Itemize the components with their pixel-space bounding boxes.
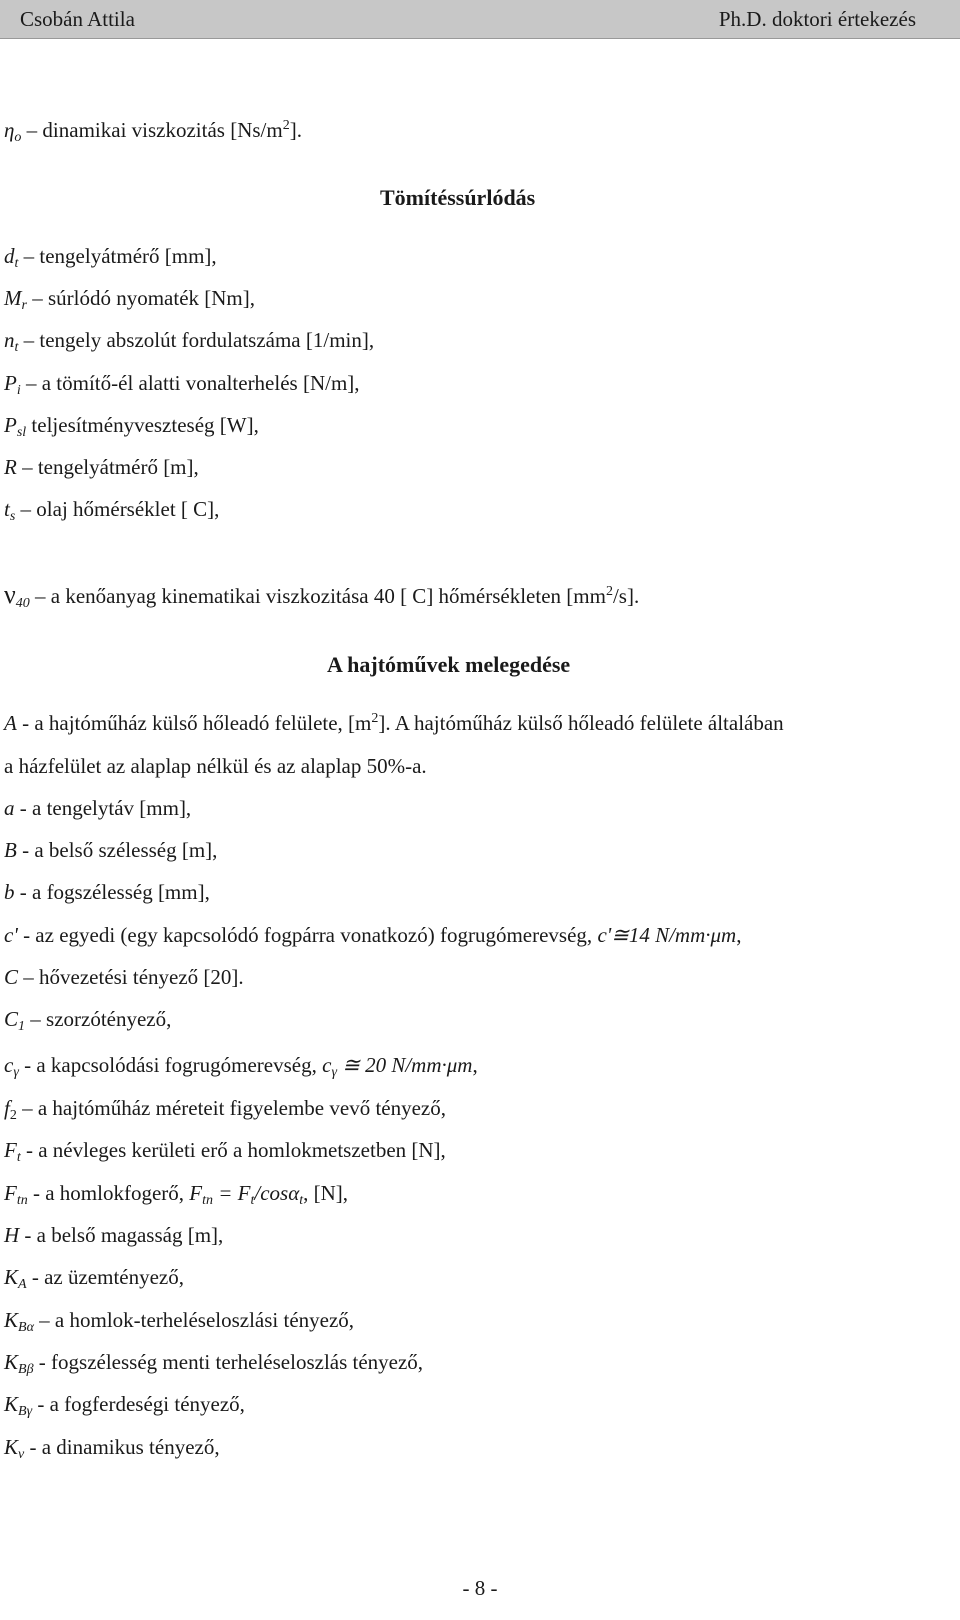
entry-ka: $K_A$ - az üzemtényező, (4, 1265, 184, 1292)
entry-r: R – tengelyátmérő [m], (4, 455, 199, 479)
page-header (0, 0, 960, 39)
entry-kba: $K_{B\alpha}$ – a homlok-terheléseloszlási tényező, (4, 1308, 355, 1335)
entry-a-dist: a - a tengelytáv [mm], (4, 796, 192, 820)
entry-c1: $C_1$ – szorzótényező, (4, 1007, 172, 1034)
entry-kv: $K_v$ - a dinamikus tényező, (4, 1435, 220, 1462)
section-heading-gear-heating: A hajtóművek melegedése (327, 652, 571, 677)
entry-c-heat: C – hővezetési tényező [20]. (4, 965, 244, 989)
entry-eta: $\eta_o$ – dinamikai viszkozitás $[Ns/m^2]$. (4, 118, 302, 145)
entry-dt: $d_t$ – tengelyátmérő [mm], (4, 244, 217, 271)
entry-nt: $n_t$ – tengely abszolút fordulatszáma [1/min], (4, 328, 375, 355)
entry-ts: $t_s$ – olaj hőmérséklet [ C], (4, 497, 220, 524)
entry-psl: $P_{sl}$ teljesítményveszteség [W], (4, 413, 259, 440)
entry-b-face: b - a fogszélesség [mm], (4, 880, 210, 904)
header-doc-title: Ph.D. doktori értekezés (718, 7, 916, 31)
section-heading-seal-friction: Tömítéssúrlódás (380, 185, 536, 210)
entry-ft: $F_t$ - a névleges kerületi erő a homlokmetszetben [N], (4, 1138, 446, 1165)
page-number: - 8 - (462, 1576, 498, 1600)
entry-a-area-cont: a házfelület az alaplap nélkül és az alaplap 50%-a. (4, 754, 427, 778)
entry-mr: $M_r$ – súrlódó nyomaték [Nm], (4, 286, 255, 313)
entry-kbb: $K_{B\beta}$ - fogszélesség menti terheléseloszlás tényező, (4, 1350, 424, 1377)
entry-a-area: A - a hajtóműház külső hőleadó felülete, $[m^2]$. A hajtóműház külső hőleadó felülete általában (4, 711, 784, 735)
entry-c-prime: c' - az egyedi (egy kapcsolódó fogpárra vonatkozó) fogrugómerevség, c'≅14 N/mm·μm, (4, 923, 742, 947)
entry-nu40: $\nu_{40}$ – a kenőanyag kinematikai viszkozitása 40 [ C] hőmérsékleten $[mm^2/s]$. (4, 580, 640, 611)
entry-ftn: $F_{tn}$ - a homlokfogerő, $F_{tn} = F_t/\cos\alpha_t$, [N], (4, 1181, 349, 1208)
entry-kbg: $K_{B\gamma}$ - a fogferdeségi tényező, (4, 1392, 245, 1419)
entry-c-gamma: $c_\gamma$ - a kapcsolódási fogrugómerevség, $c_\gamma$ ≅ 20 N/mm·μm, (4, 1053, 478, 1080)
entry-pi: $P_i$ – a tömítő-él alatti vonalterhelés [N/m], (4, 371, 360, 398)
header-author: Csobán Attila (20, 7, 135, 31)
entry-b-width: B - a belső szélesség [m], (4, 838, 218, 862)
entry-h: H - a belső magasság [m], (4, 1223, 224, 1247)
entry-f2: $f_2$ – a hajtóműház méreteit figyelembe vevő tényező, (4, 1096, 447, 1123)
